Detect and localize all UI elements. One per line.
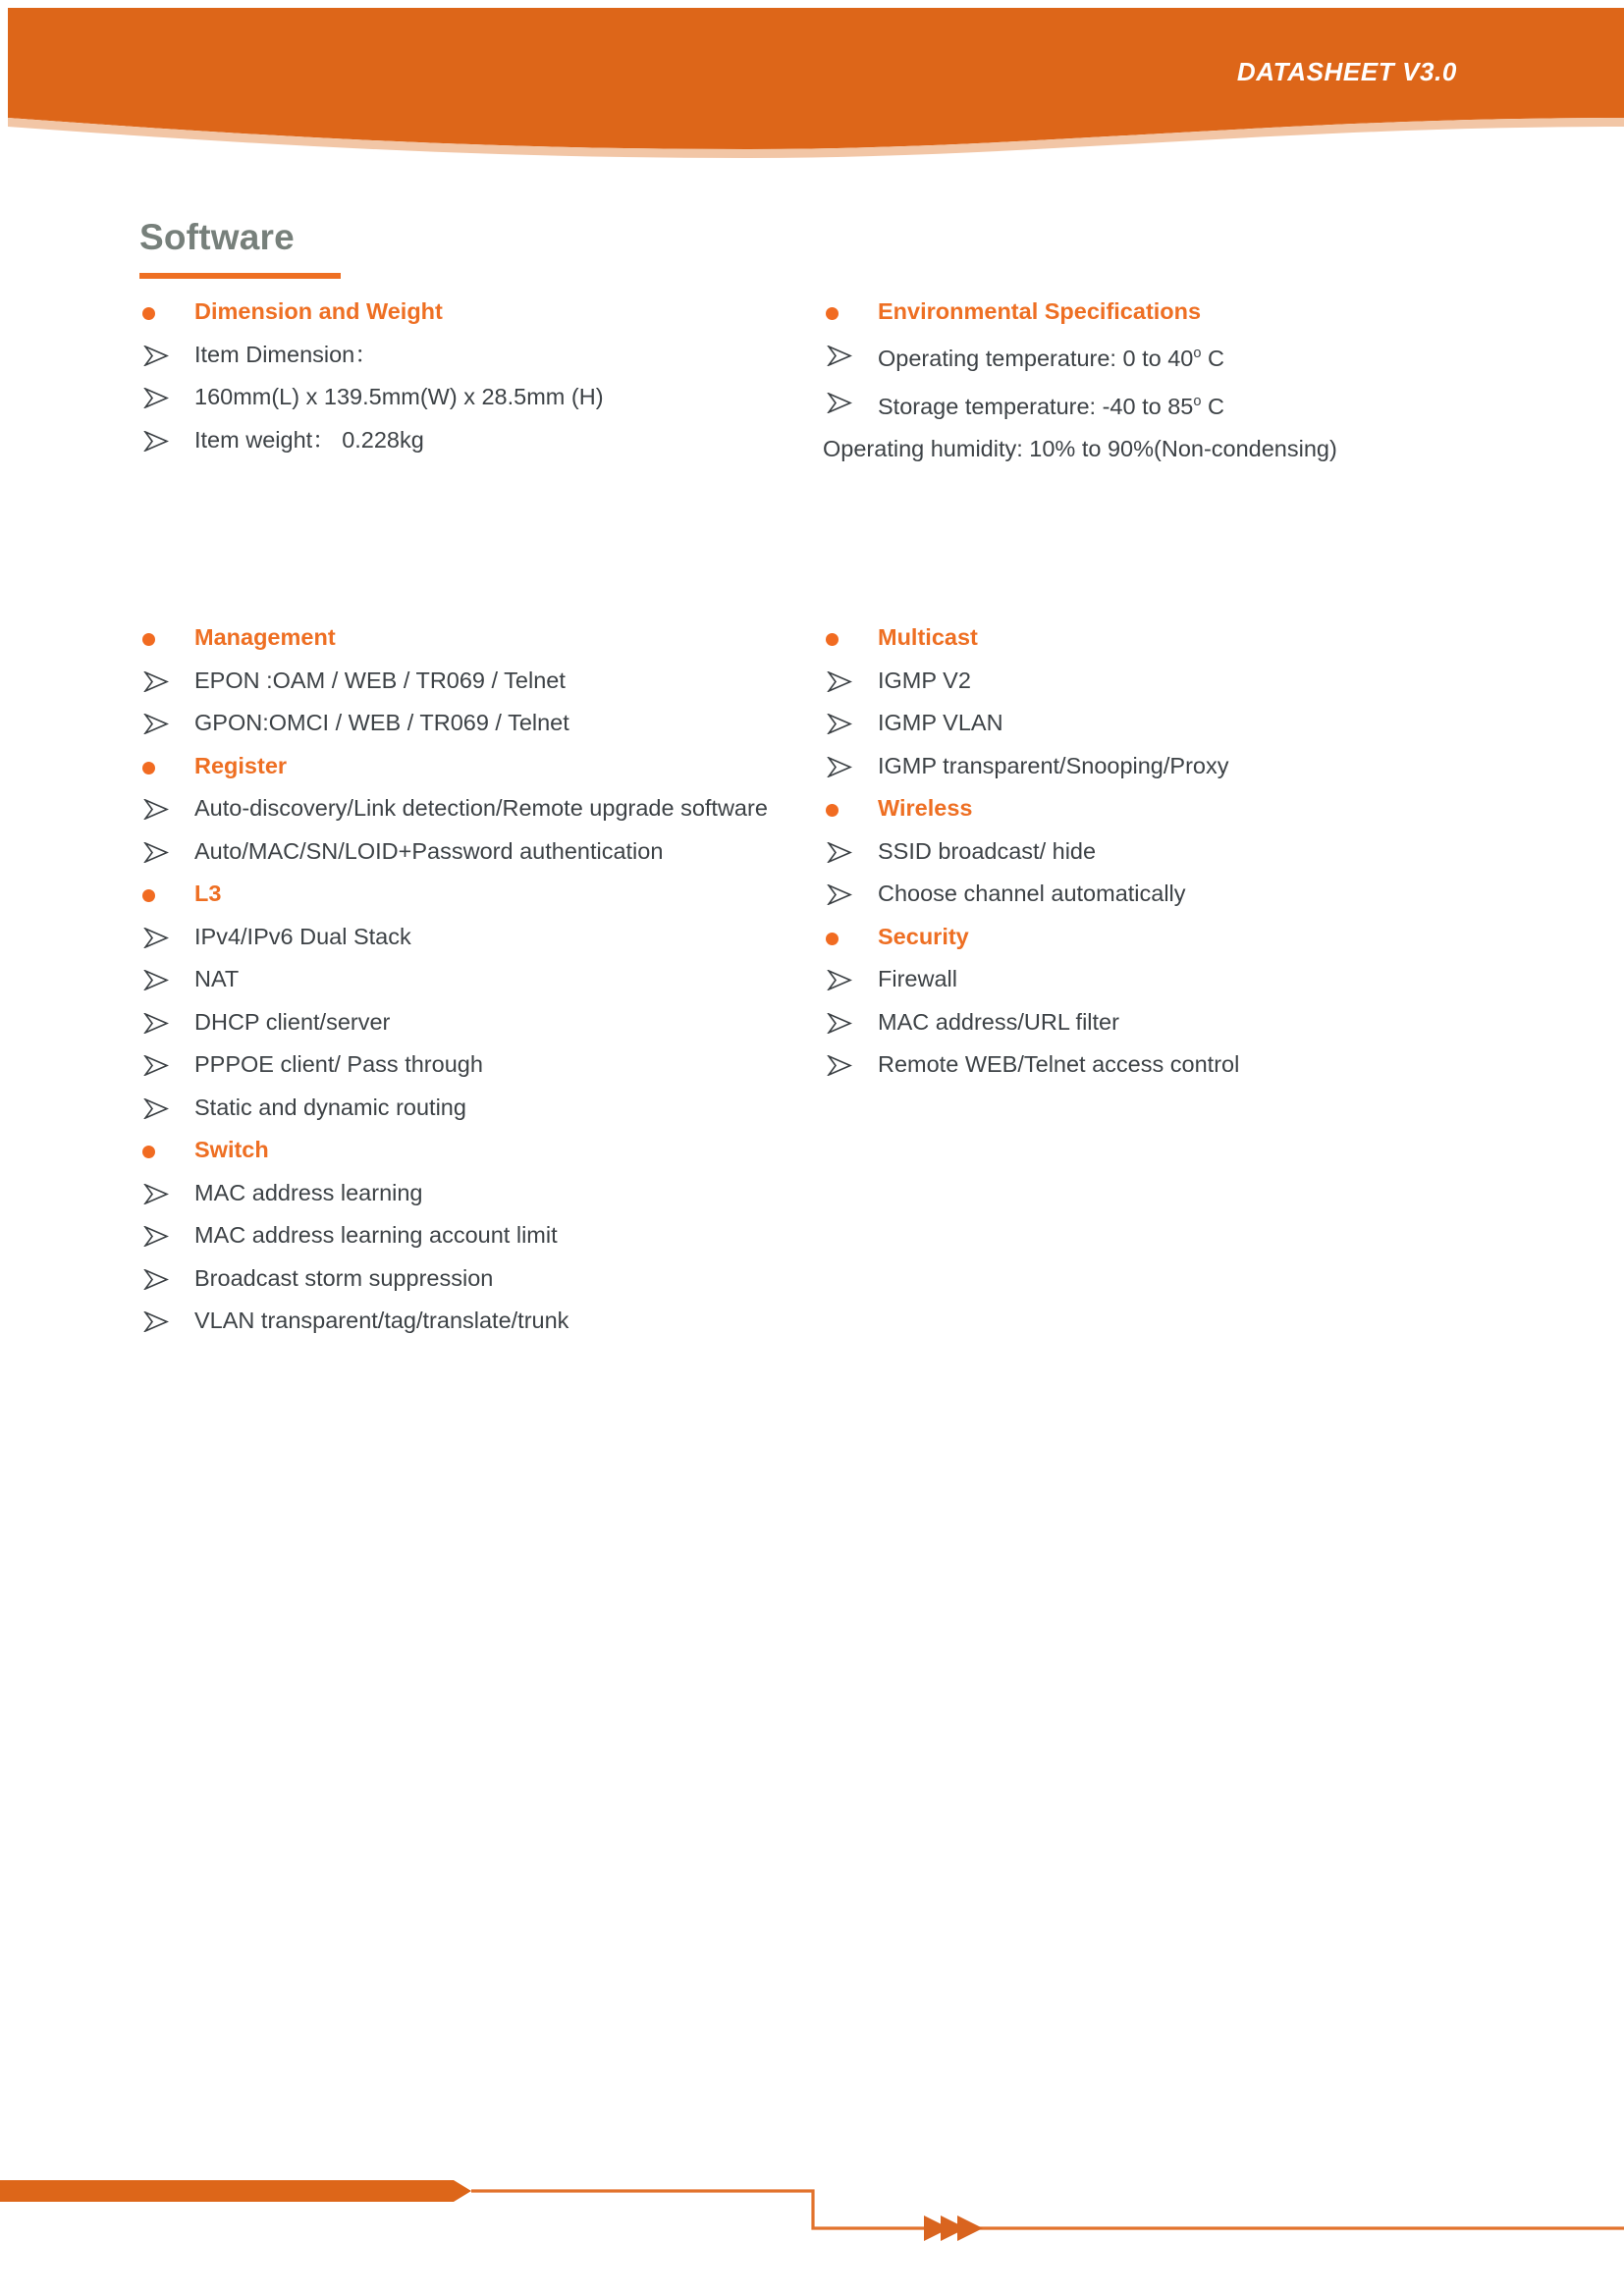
software-column-right <box>823 616 1490 1087</box>
spec-category-row <box>823 616 1490 660</box>
spec-item-label: Broadcast storm suppression <box>194 1264 494 1291</box>
category-dot-marker <box>826 933 839 945</box>
category-dot-marker <box>142 1146 155 1158</box>
spec-item-row <box>139 787 787 830</box>
spec-item-label: MAC address learning <box>194 1179 423 1205</box>
list-item-arrow-marker-icon <box>827 393 852 413</box>
spec-category-label: Wireless <box>878 795 973 821</box>
spec-item-text: Storage temperature: -40 to 85 <box>878 393 1194 419</box>
spec-category-label: Management <box>194 624 336 650</box>
spec-item-label: Static and dynamic routing <box>194 1094 466 1120</box>
spec-item-label: MAC address learning account limit <box>194 1222 558 1248</box>
spec-item-label: Item Dimension： <box>194 341 378 367</box>
list-item-arrow-marker-icon <box>143 1013 169 1034</box>
list-item-arrow-marker-icon <box>827 884 852 905</box>
footer-triple-arrow-icon <box>924 2216 983 2241</box>
spec-category-label: Environmental Specifications <box>878 298 1202 324</box>
list-item-arrow-marker-icon <box>827 1013 852 1034</box>
spec-item-label: IGMP transparent/Snooping/Proxy <box>878 752 1229 778</box>
spec-item-row <box>823 381 1490 428</box>
spec-category-label: Register <box>194 752 288 778</box>
list-item-arrow-marker-icon <box>143 842 169 863</box>
list-item-arrow-marker-icon <box>143 1055 169 1076</box>
spec-column-environmental <box>823 291 1490 471</box>
page-title-software: Software <box>139 217 295 257</box>
spec-item-label: EPON :OAM / WEB / TR069 / Telnet <box>194 667 566 693</box>
list-item-arrow-marker-icon <box>827 970 852 990</box>
degree-superscript: o <box>1193 393 1202 409</box>
spec-category-label: Dimension and Weight <box>194 298 443 324</box>
spec-category-label: Switch <box>194 1137 269 1162</box>
category-dot-marker <box>142 889 155 902</box>
spec-item-label: Remote WEB/Telnet access control <box>878 1051 1240 1077</box>
spec-item-label: Operating humidity: 10% to 90%(Non-condensing) <box>823 436 1337 462</box>
list-item-arrow-marker-icon <box>143 970 169 990</box>
list-item-arrow-marker-icon <box>143 928 169 948</box>
list-item-arrow-marker-icon <box>143 388 169 408</box>
list-item-arrow-marker-icon <box>143 1098 169 1119</box>
list-item-arrow-marker-icon <box>827 757 852 777</box>
category-dot-marker <box>826 804 839 817</box>
spec-category-row <box>139 873 787 916</box>
spec-item-row <box>139 334 787 377</box>
list-item-arrow-marker-icon <box>143 714 169 734</box>
spec-item-label <box>878 394 1224 419</box>
list-item-arrow-marker-icon <box>143 1269 169 1290</box>
spec-category-row <box>139 745 787 788</box>
heading-underline-rule <box>139 273 341 279</box>
spec-item-unit: C <box>1201 346 1224 372</box>
spec-item-row <box>139 830 787 874</box>
spec-item-row <box>823 745 1490 788</box>
spec-item-label: Firewall <box>878 966 957 991</box>
list-item-arrow-marker-icon <box>143 346 169 366</box>
spec-item-row <box>139 1257 787 1301</box>
list-item-arrow-marker-icon <box>143 799 169 820</box>
spec-item-label: 160mm(L) x 139.5mm(W) x 28.5mm (H) <box>194 384 604 409</box>
spec-item-row <box>823 830 1490 874</box>
spec-item-label: DHCP client/server <box>194 1008 391 1035</box>
list-item-arrow-marker-icon <box>827 671 852 692</box>
spec-item-row <box>823 958 1490 1001</box>
spec-category-label: Security <box>878 923 969 949</box>
spec-item-label: IGMP VLAN <box>878 710 1003 735</box>
spec-item-label: VLAN transparent/tag/translate/trunk <box>194 1308 569 1333</box>
spec-item-label: Choose channel automatically <box>878 881 1186 906</box>
spec-item-row <box>139 1214 787 1257</box>
footer-bar <box>0 2180 471 2202</box>
spec-item-label <box>878 346 1224 371</box>
category-dot-marker <box>142 633 155 646</box>
spec-item-row <box>139 1172 787 1215</box>
spec-item-row <box>823 334 1490 381</box>
list-item-arrow-marker-icon <box>827 714 852 734</box>
list-item-arrow-marker-icon <box>143 671 169 692</box>
header-title: DATASHEET V3.0 <box>1236 57 1457 86</box>
spec-item-row <box>823 428 1490 471</box>
spec-category-row <box>139 1129 787 1172</box>
spec-item-label: Auto/MAC/SN/LOID+Password authentication <box>194 837 664 864</box>
spec-item-label: NAT <box>194 966 240 991</box>
spec-item-label: MAC address/URL filter <box>878 1008 1119 1035</box>
software-column-left <box>139 616 787 1343</box>
spec-item-row <box>823 873 1490 916</box>
spec-category-row <box>139 291 787 334</box>
spec-category-label: L3 <box>194 881 222 906</box>
spec-item-text: Operating temperature: 0 to 40 <box>878 346 1194 372</box>
spec-item-row <box>823 1043 1490 1087</box>
software-section-heading-group <box>139 212 341 279</box>
page-footer <box>0 2139 1624 2296</box>
spec-item-row <box>139 419 787 462</box>
spec-item-row <box>139 958 787 1001</box>
spec-item-label: GPON:OMCI / WEB / TR069 / Telnet <box>194 710 569 735</box>
category-dot-marker <box>142 307 155 320</box>
spec-category-row <box>823 787 1490 830</box>
spec-item-row <box>139 376 787 419</box>
category-dot-marker <box>142 762 155 774</box>
footer-step-line <box>471 2191 1624 2228</box>
spec-item-label: SSID broadcast/ hide <box>878 837 1097 864</box>
category-dot-marker <box>826 633 839 646</box>
spec-column-dimension-weight <box>139 291 787 461</box>
spec-item-unit: C <box>1201 393 1224 419</box>
spec-item-label: IGMP V2 <box>878 667 971 693</box>
list-item-arrow-marker-icon <box>143 1226 169 1247</box>
degree-superscript: o <box>1193 346 1202 362</box>
list-item-arrow-marker-icon <box>827 842 852 863</box>
spec-item-row <box>139 702 787 745</box>
spec-item-row <box>823 702 1490 745</box>
list-item-arrow-marker-icon <box>827 346 852 366</box>
spec-item-label: PPPOE client/ Pass through <box>194 1051 483 1077</box>
spec-item-label: IPv4/IPv6 Dual Stack <box>194 923 411 949</box>
list-item-arrow-marker-icon <box>827 1055 852 1076</box>
spec-item-row <box>139 1043 787 1087</box>
spec-item-row <box>139 660 787 703</box>
spec-category-row <box>823 916 1490 959</box>
spec-item-row <box>823 1001 1490 1044</box>
spec-item-row <box>139 1001 787 1044</box>
list-item-arrow-marker-icon <box>143 431 169 452</box>
category-dot-marker <box>826 307 839 320</box>
list-item-arrow-marker-icon <box>143 1184 169 1204</box>
spec-item-row <box>139 1300 787 1343</box>
spec-category-row <box>139 616 787 660</box>
spec-category-label: Multicast <box>878 624 978 650</box>
spec-category-row <box>823 291 1490 334</box>
spec-item-label: Auto-discovery/Link detection/Remote upgrade software <box>194 795 768 821</box>
spec-item-label: Item weight： 0.228kg <box>194 426 424 453</box>
spec-item-row <box>823 660 1490 703</box>
spec-item-row <box>139 916 787 959</box>
spec-item-row <box>139 1087 787 1130</box>
list-item-arrow-marker-icon <box>143 1311 169 1332</box>
footer-decoration <box>0 2139 1624 2296</box>
